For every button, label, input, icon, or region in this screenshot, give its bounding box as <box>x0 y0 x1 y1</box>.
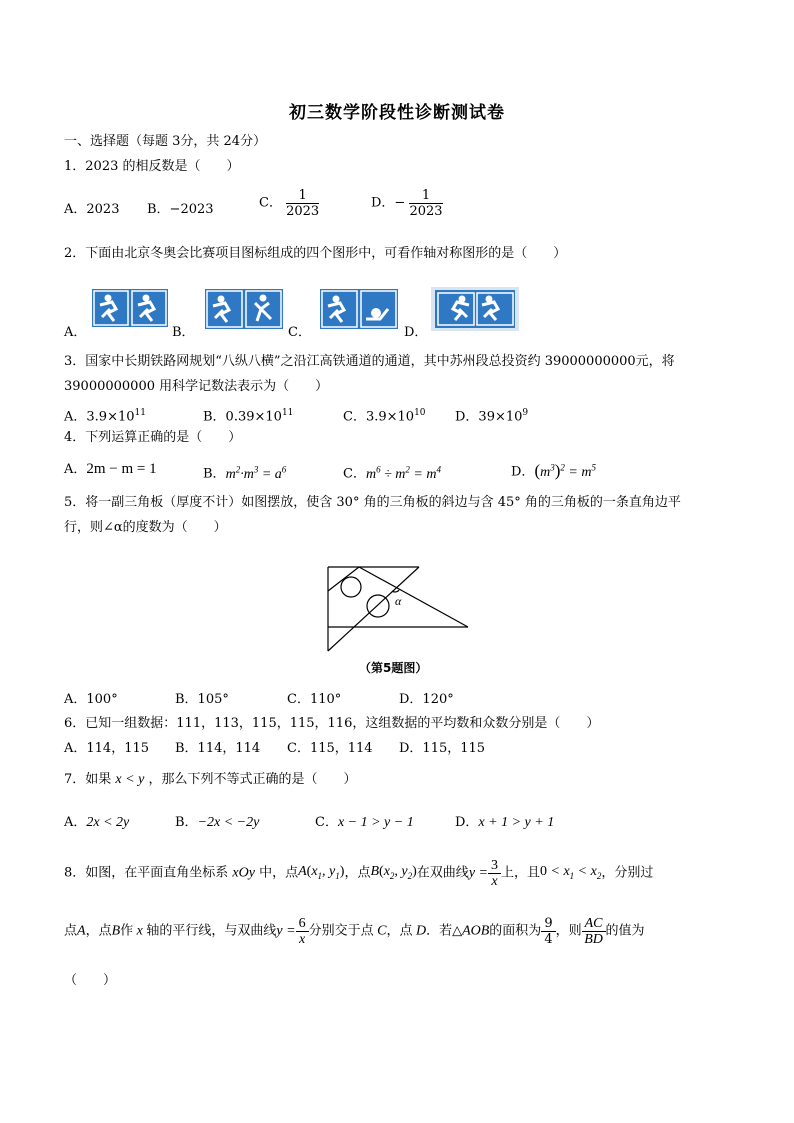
q4-option-b: B．$m^2\cdot m^3 = a^6$ <box>203 464 287 482</box>
q5-option-d: D．120° <box>399 692 454 707</box>
q2-figure-a-icon <box>92 289 168 327</box>
q5-figure-caption: （第5题图） <box>359 661 428 675</box>
q4-option-a: A．2m − m = 1 <box>64 461 157 477</box>
q2-option-a-label: A． <box>64 325 87 340</box>
q1-option-b: B．−2023 <box>147 202 214 217</box>
q2-option-c-label: C． <box>288 325 311 340</box>
q7-stem: 7．如果 x < y ，那么下列不等式正确的是（ ） <box>64 772 357 787</box>
q2-option-b-label: B． <box>172 325 195 340</box>
q4-option-d: D．$(m^3)^2 = m^5$ <box>511 460 596 480</box>
q1-option-c: C． $\frac{1}{2023}$ <box>259 188 320 219</box>
q5-triangle-figure <box>323 563 473 655</box>
q5-option-b: B．105° <box>175 692 229 707</box>
q3-option-b: B．$0.39\times 10^{11}$ <box>203 408 294 425</box>
q8-stem-line1: 8．如图，在平面直角坐标系 xOy 中，点$A(x_1$, $y_1$)，点$B(x_2$, $y_2$)在双曲线y = $\frac{3}{x}$ 上，且$0 < x_1 < x_2$，分别过 <box>64 858 654 889</box>
q2-stem: 2．下面由北京冬奥会比赛项目图标组成的四个图形中，可看作轴对称图形的是（ ） <box>64 246 567 261</box>
q1-option-a: A．2023 <box>64 202 120 217</box>
q7-option-a: A．2x < 2y <box>64 815 130 830</box>
q7-option-d: D．x + 1 > y + 1 <box>455 815 555 830</box>
q8-answer-blank: （ ） <box>64 973 117 988</box>
q5-stem-line1: 5．将一副三角板（厚度不计）如图摆放，使含 30° 角的三角板的斜边与含 45° 角的三角板的一条直角边平 <box>64 495 681 510</box>
q6-stem: 6．已知一组数据：111，113，115，115，116，这组数据的平均数和众数分别是（ ） <box>64 716 600 731</box>
q5-alpha-label: α <box>395 594 402 608</box>
q8-stem-line2: 点A，点B作 x 轴的平行线，与双曲线y = $\frac{6}{x}$ 分别交于点 C，点 D．若△AOB的面积为 $\frac{9}{4}$ ，则 $\frac{AC}{BD}$ 的值为 <box>64 916 645 947</box>
q4-option-c: C．$m^6 \div m^2 = m^4$ <box>343 464 441 482</box>
q4-stem: 4．下列运算正确的是（ ） <box>64 430 242 445</box>
q6-option-c: C．115，114 <box>287 741 373 756</box>
q3-option-a: A．$3.9\times 10^{11}$ <box>64 408 146 425</box>
q7-option-c: C．x − 1 > y − 1 <box>315 815 414 830</box>
q5-option-c: C．110° <box>287 692 342 707</box>
q5-option-a: A．100° <box>64 692 118 707</box>
q6-option-a: A．114，115 <box>64 741 150 756</box>
q5-stem-line2: 行，则∠α的度数为（ ） <box>64 520 227 535</box>
q2-figure-c-icon <box>320 289 398 329</box>
q7-option-b: B．−2x < −2y <box>175 815 260 830</box>
q3-option-d: D．$39\times 10^9$ <box>455 408 529 425</box>
q3-stem-line1: 3．国家中长期铁路网规划“八纵八横”之沿江高铁通道的通道，其中苏州段总投资约 39000000000元，将 <box>64 354 675 369</box>
q1-stem: 1．2023 的相反数是（ ） <box>64 159 240 174</box>
q3-option-c: C．$3.9\times 10^{10}$ <box>343 408 426 425</box>
q2-figure-d-icon <box>431 287 519 331</box>
q3-stem-line2: 39000000000 用科学记数法表示为（ ） <box>64 379 329 394</box>
q2-option-d-label: D． <box>404 325 428 340</box>
q6-option-b: B．114，114 <box>175 741 261 756</box>
page-title: 初三数学阶段性诊断测试卷 <box>289 103 505 123</box>
q6-option-d: D．115，115 <box>399 741 486 756</box>
q2-figure-b-icon <box>205 289 283 329</box>
q1-option-d: D．− $\frac{1}{2023}$ <box>371 188 443 219</box>
section-heading: 一、选择题（每题 3分，共 24分） <box>64 134 267 149</box>
